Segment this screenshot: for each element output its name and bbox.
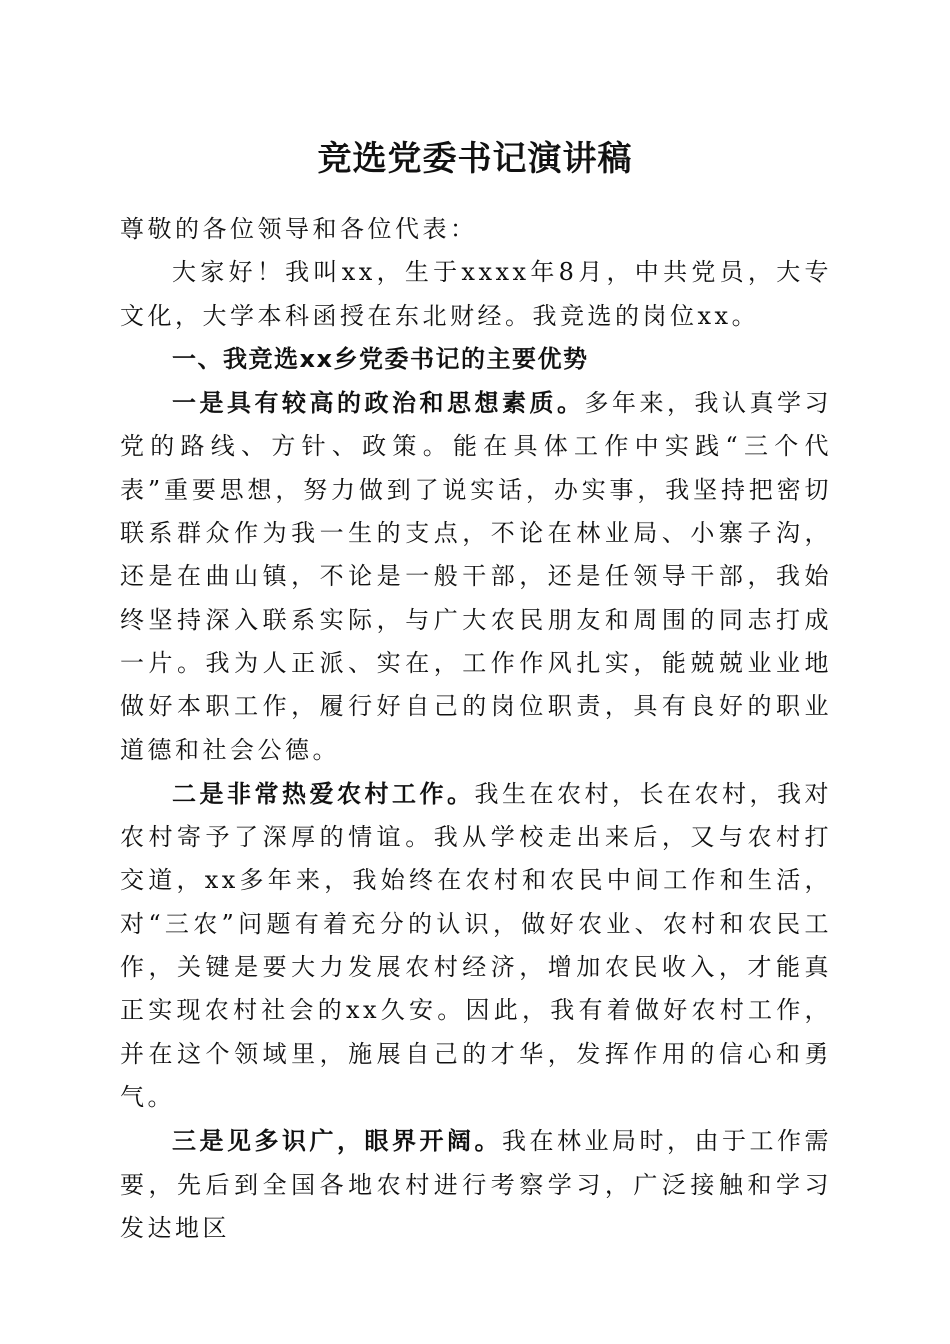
document-body: [120, 208, 832, 1250]
point-2-lead: 二是非常热爱农村工作。: [172, 778, 475, 808]
point-1-lead: 一是具有较高的政治和思想素质。: [172, 388, 585, 418]
document-title: 竞选党委书记演讲稿: [317, 139, 633, 179]
intro-paragraph: 大家好！我叫xx，生于xxxx年8月，中共党员，大专文化，大学本科函授在东北财经。我竞选的岗位xx。: [120, 258, 832, 330]
section-heading: 一、我竞选xx乡党委书记的主要优势: [172, 344, 589, 373]
paragraph-point-3: [120, 1119, 832, 1250]
paragraph-point-2: [120, 772, 832, 1119]
point-3-lead: 三是见多识广，眼界开阔。: [172, 1126, 502, 1156]
point-1-body: 多年来，我认真学习党的路线、方针、政策。能在具体工作中实践“三个代表”重要思想，努力做到了说实话，办实事，我坚持把密切联系群众作为我一生的支点，不论在林业局、小寨子沟，还是在曲山镇，不论是一般干部，还是任领导干部，我始终坚持深入联系实际，与广大农民朋友和周围的同志打成一片。我为人正派、实在，工作作风扎实，能兢兢业业地做好本职工作，履行好自己的岗位职责，具有良好的职业道德和社会公德。: [120, 389, 832, 764]
point-2-body: 我生在农村，长在农村，我对农村寄予了深厚的情谊。我从学校走出来后，又与农村打交道，xx多年来，我始终在农村和农民中间工作和生活，对“三农”问题有着充分的认识，做好农业、农村和农民工作，关键是要大力发展农村经济，增加农民收入，才能真正实现农村社会的xx久安。因此，我有着做好农村工作，并在这个领域里，施展自己的才华，发挥作用的信心和勇气。: [120, 779, 832, 1111]
salutation: 尊敬的各位领导和各位代表：: [120, 215, 478, 243]
point-3-body: 我在林业局时，由于工作需要，先后到全国各地农村进行考察学习，广泛接触和学习发达地区: [120, 1127, 832, 1242]
paragraph-point-1: [120, 381, 832, 772]
